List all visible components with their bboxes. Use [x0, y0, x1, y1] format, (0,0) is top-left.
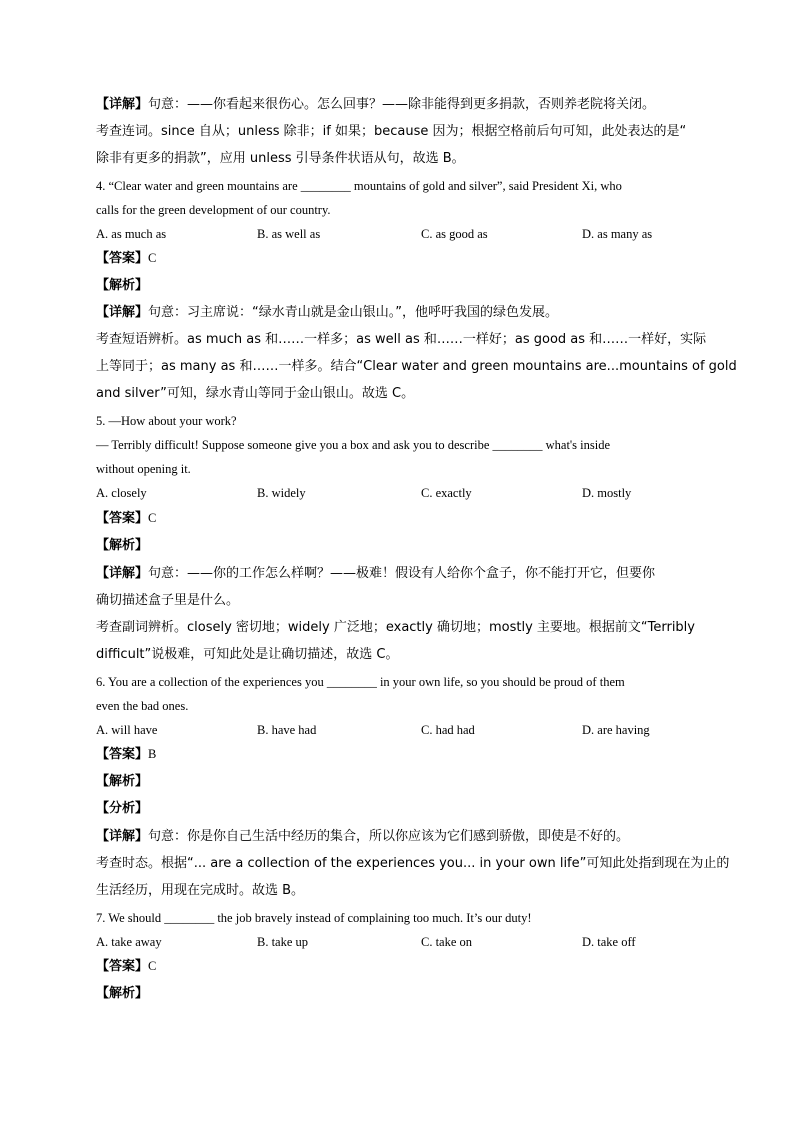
detail-text: 句意：你是你自己生活中经历的集合，所以你应该为它们感到骄傲，即使是不好的。 [148, 829, 630, 844]
q6-stem-line-1: 6. You are a collection of the experiences you ________ in your own life, so you should be proud of them [96, 675, 625, 689]
q5-analysis-line-2: difficult”说极难，可知此处是让确切描述，故选 C。 [96, 647, 399, 662]
q4-detail-line [96, 304, 558, 322]
q6-analysis-tag: 【解析】 [96, 774, 149, 789]
detail-tag: 【详解】 [96, 829, 149, 844]
q5-option-c: C. exactly [421, 486, 472, 500]
q5-stem-line-2: — Terribly difficult! Suppose someone give you a box and ask you to describe ________ what's inside [96, 438, 611, 452]
q5-answer-line [96, 509, 156, 528]
q4-analysis-tag: 【解析】 [96, 278, 149, 293]
q6-detail-line [96, 828, 629, 846]
q3-detail-line [96, 96, 655, 114]
q4-answer-line [96, 249, 156, 268]
answer-tag: 【答案】 [96, 747, 149, 762]
q6-answer-line [96, 745, 156, 764]
detail-tag: 【详解】 [96, 305, 149, 320]
q4-analysis-line-2: 上等同于；as many as 和……一样多。结合“Clear water and green mountains are...mountains of gold [96, 359, 737, 374]
detail-tag: 【详解】 [96, 97, 149, 112]
answer-value: C [148, 251, 157, 265]
q7-option-d: D. take off [582, 935, 636, 949]
q6-option-c: C. had had [421, 723, 475, 737]
answer-value: C [148, 511, 157, 525]
answer-tag: 【答案】 [96, 959, 149, 974]
q6-fenxi-tag: 【分析】 [96, 801, 149, 816]
q3-analysis-line-1: 考查连词。since 自从；unless 除非；if 如果；because 因为；根据空格前后句可知，此处表达的是“ [96, 124, 687, 139]
q6-analysis-line-1: 考查时态。根据“... are a collection of the experiences you... in your own life”可知此处指到现在为止的 [96, 856, 730, 871]
q6-analysis-line-2: 生活经历，用现在完成时。故选 B。 [96, 883, 305, 898]
detail-text: 句意：习主席说：“绿水青山就是金山银山。”，他呼吁我国的绿色发展。 [148, 305, 558, 320]
q4-analysis-line-1: 考查短语辨析。as much as 和……一样多；as well as 和……一样好；as good as 和……一样好，实际 [96, 332, 707, 347]
detail-text: 句意：——你看起来很伤心。怎么回事？——除非能得到更多捐款，否则养老院将关闭。 [148, 97, 656, 112]
answer-tag: 【答案】 [96, 511, 149, 526]
q7-option-c: C. take on [421, 935, 473, 949]
q7-stem-line-1: 7. We should ________ the job bravely instead of complaining too much. It’s our duty! [96, 911, 532, 925]
q7-answer-line [96, 957, 156, 976]
q4-option-c: C. as good as [421, 227, 488, 241]
q6-stem-line-2: even the bad ones. [96, 699, 189, 713]
q7-option-b: B. take up [257, 935, 309, 949]
q4-analysis-line-3: and silver”可知，绿水青山等同于金山银山。故选 C。 [96, 386, 415, 401]
q5-detail-line-1 [96, 565, 655, 583]
q3-analysis-line-2: 除非有更多的捐款”，应用 unless 引导条件状语从句，故选 B。 [96, 151, 465, 166]
answer-value: B [148, 747, 157, 761]
q5-analysis-tag: 【解析】 [96, 538, 149, 553]
q4-option-d: D. as many as [582, 227, 653, 241]
answer-value: C [148, 959, 157, 973]
q5-analysis-line-1: 考查副词辨析。closely 密切地；widely 广泛地；exactly 确切地；mostly 主要地。根据前文“Terribly [96, 620, 695, 635]
q5-option-a: A. closely [96, 486, 147, 500]
q5-detail-line-2: 确切描述盒子里是什么。 [96, 593, 240, 608]
q6-option-d: D. are having [582, 723, 650, 737]
q4-option-b: B. as well as [257, 227, 321, 241]
q5-stem-line-1: 5. —How about your work? [96, 414, 237, 428]
detail-tag: 【详解】 [96, 566, 149, 581]
q5-option-b: B. widely [257, 486, 306, 500]
q4-stem-line-2: calls for the green development of our country. [96, 203, 331, 217]
detail-text: 句意：——你的工作怎么样啊？——极难！假设有人给你个盒子，你不能打开它，但要你 [148, 566, 656, 581]
q5-stem-line-3: without opening it. [96, 462, 191, 476]
q6-option-b: B. have had [257, 723, 317, 737]
q4-stem-line-1: 4. “Clear water and green mountains are ________ mountains of gold and silver”, said President Xi, who [96, 179, 622, 193]
q7-analysis-tag: 【解析】 [96, 986, 149, 1001]
q7-option-a: A. take away [96, 935, 162, 949]
answer-tag: 【答案】 [96, 251, 149, 266]
q6-option-a: A. will have [96, 723, 158, 737]
q5-option-d: D. mostly [582, 486, 632, 500]
q4-option-a: A. as much as [96, 227, 167, 241]
